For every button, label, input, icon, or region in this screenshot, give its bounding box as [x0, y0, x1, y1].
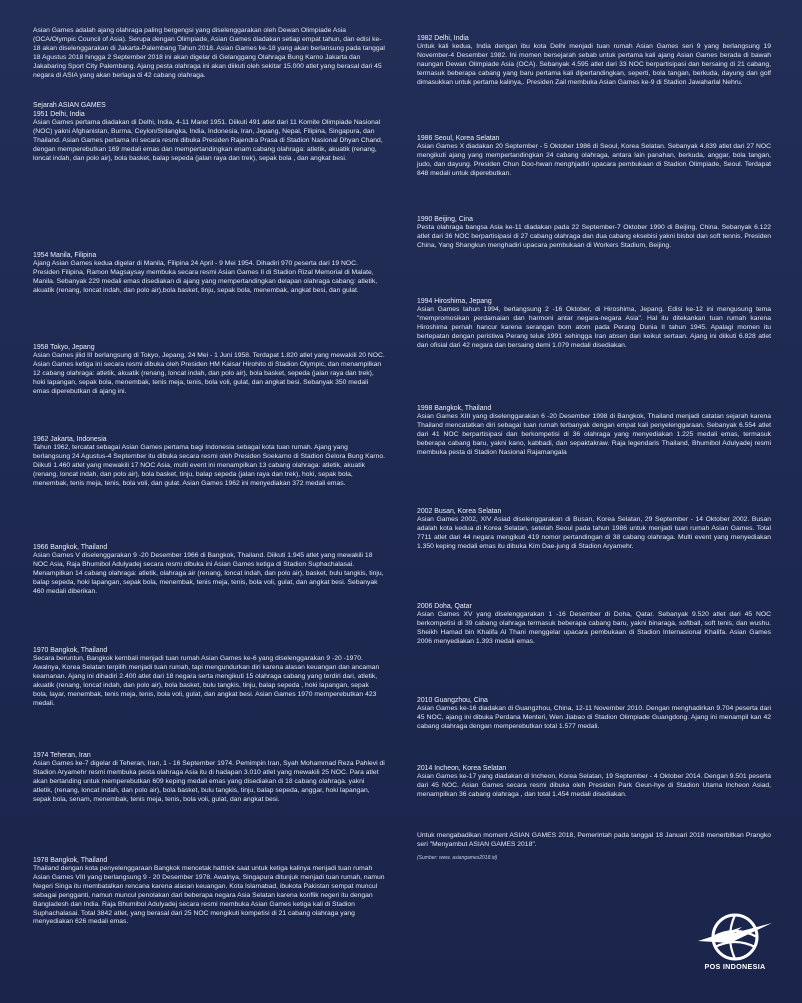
section-1962-title: 1962 Jakarta, Indonesia — [33, 436, 107, 443]
section-1966-text: Asian Games V diselenggarakan 9 -20 Desember 1966 di Bangkok, Thailand. Diikuti 1.945 atlet yang mewakili 18 NOC Asia, Raja Bhumibol Adulyadej secara resmi dibuka ini Asian Games ketiga di Stadion Suphachalasai. Menampilkan 14 cabang olahraga: atletik, olahraga air (renang, loncat indah, dan polo air), basket, bulu tangkis, tinju, balap sepeda, hoki lapangan, sepak bola, menembak, tenis meja, tenis, bola voli, gulat, dan angkat besi. Sebanyak 460 medali diberikan. — [33, 552, 384, 595]
section-1990 — [417, 215, 771, 251]
section-2002-text: Asian Games 2002, XIV Asiad diselenggarakan di Busan, Korea Selatan, 29 September - 14 Oktober 2002. Busan adalah kota kedua di Korea Selatan, setelah Seoul pada tahun 1986 untuk menjadi tuan rumah Asian Games. Total 7711 atlet dari 44 negara mengikuti 419 nomor pertandingan di 38 cabang olahraga. Multi event yang menyediakan 1.350 keping medali emas itu dibuka Kim Dae-jung di Stadion Aryamehr. — [417, 516, 771, 550]
section-2014-title: 2014 Incheon, Korea Selatan — [417, 765, 507, 772]
section-2014 — [417, 764, 771, 800]
source-note: (Sumber: www. asiangames2018.id) — [417, 854, 498, 861]
section-1974-title: 1974 Teheran, Iran — [33, 752, 91, 759]
section-1994 — [417, 297, 771, 351]
section-1958 — [33, 343, 385, 397]
section-1962 — [33, 435, 385, 489]
section-1951-text: Asian Games pertama diadakan di Delhi, India, 4-11 Maret 1951. Diikuti 491 atlet dari 11 Komite Olimpiade Nasional (NOC) yakni Afghanistan, Burma, Ceylon/Srilangka, India, Indonesia, Iran, Jepang, Nepal, Filipina, Singapura, dan Thailand. Asian Games pertama ini secara resmi dibuka Presiden Rajendra Prasa di Stadion Nasional Dhyan Chand, dengan memperebutkan 169 medali emas dan mempertandingkan enam cabang olahraga: atletik, akuatik (renang, loncat indah, dan polo air), bola basket, balap sepeda (jalan raya dan trek), sepak bola , dan angkat besi. — [33, 119, 383, 162]
section-1998-text: Asian Games XIII yang diselenggarakan 6 -20 Desember 1998 di Bangkok, Thailand menjadi catatan sejarah karena Thailand mencatatkan diri sebagai tuan rumah terbanyak dengan empat kali penyelenggaraan. Sebanyak 6.554 atlet dari 41 NOC berpartisipasi dan berkompetisi di 36 olahraga yang menyediakan 1.225 medali emas, termasuk beberapa cabang baru, yakni kano, kabbadi, dan sepaktakraw. Raja legendaris Thailand, Bhumibol Adulyadej resmi membuka pesta di Stadion Nasional Rajamangala — [417, 413, 771, 456]
section-1970-text: Secara beruntun, Bangkok kembali menjadi tuan rumah Asian Games ke-6 yang diselenggarakan 9 -20 -1970. Awalnya, Korea Selatan terpilih menjadi tuan rumah, tapi mengundurkan diri karena alasan keuangan dan ancaman keamanan. Ajang ini dihadiri 2.400 atlet dari 18 negara serta mengikuti 15 olahraga cabang yang terdiri dari, atletik, akuatik (renang, loncat indah, dan polo air), bola basket, bulu tangkis, tinju, balap sepeda , hoki lapangan, sepak bola, layar, menembak, tenis meja, tenis, bola voli, gulat, dan angkat besi. Asian Games 1970 memperebutkan 423 medali. — [33, 655, 380, 707]
section-1994-title: 1994 Hiroshima, Jepang — [417, 298, 492, 305]
section-1958-title: 1958 Tokyo, Jepang — [33, 344, 95, 351]
section-1990-text: Pesta olahraga bangsa Asia ke-11 diadakan pada 22 September-7 Oktober 1990 di Beijing, China. Sebanyak 6.122 atlet dari 36 NOC berpartisipasi di 27 cabang olahraga dan dua cabang eksebisi yakni bisbol dan soft tennis. Presiden China, Yang Shangkun menghadiri upacara pembukaan di Workers Stadium, Beijing. — [417, 224, 771, 249]
closing-text: Untuk mengabadikan moment ASIAN GAMES 2018, Pemerintah pada tanggal 18 Januari 2018 menerbitkan Prangko seri "Menyambut ASIAN GAMES 2018". — [417, 832, 771, 848]
history-title: Sejarah ASIAN GAMES — [33, 102, 106, 109]
section-2006 — [417, 602, 771, 647]
section-1978-text: Thailand dengan kota penyelenggaraan Bangkok mencetak hattrick saat untuk ketiga kalinya menjadi tuan rumah Asian Games VIII yang berlangsung 9 - 20 Desember 1978. Awalnya, Singapura ditunjuk menjadi tuan rumah, namun Negeri Singa itu membatalkan rencana karena alasan keuangan. Kota Islamabad, ibukota Pakistan sempat muncul sebagai pengganti, namun muncul penolakan dari beberapa negara Asia Selatan karena konflik negeri itu dengan Bangladesh dan India. Raja Bhumibol Adulyadej secara resmi membuka Asian Games ketiga kali di Stadion Suphachalasai. Total 3842 atlet, yang berasal dari 25 NOC mengikuti kompetisi di 21 cabang olahraga yang menyediakan 626 medali emas. — [33, 865, 385, 926]
section-1958-text: Asian Games jilid III berlangsung di Tokyo, Jepang, 24 Mei - 1 Juni 1958. Terdapat 1.820 atlet yang mewakili 20 NOC. Asian Games ketiga ini secara resmi dibuka oleh Presiden HM Kaisar Hirohito di Stadion Olympic, dan menampilkan 12 cabang olahraga: atletik, akuatik (renang, loncat indah, dan polo air), bola basket, sepeda (jalan raya dan trek), hoki lapangan, sepak bola, menembak, tenis meja, tenis, bola voli, gulat, dan angkat besi. Sebanyak 350 medali emas diperebutkan di ajang ini. — [33, 352, 385, 395]
section-1998 — [417, 404, 771, 458]
section-1986-text: Asian Games X diadakan 20 September - 5 Oktober 1986 di Seoul, Korea Selatan. Sebanyak 4.839 atlet dari 27 NOC mengikuti ajang yang mempertandingkan 24 cabang olahraga, antara lain panahan, berkuda, anggar, bola tangan, judo, dan dayung. Presiden Chun Doo-hwan menghjadiri upacara pembukaan di Stadion Olimpiade, Seoul. Terdapat 848 medali untuk diperebutkan. — [417, 143, 771, 177]
section-1951-title: 1951 Delhi, India — [33, 111, 85, 118]
section-1974 — [33, 751, 385, 805]
section-1954-title: 1954 Manila, Filipina — [33, 252, 97, 259]
section-1978 — [33, 856, 385, 927]
section-1951 — [33, 101, 385, 164]
section-2010-title: 2010 Guangzhou, Cina — [417, 697, 488, 704]
section-1966 — [33, 543, 385, 597]
section-1982-text: Untuk kali kedua, India dengan ibu kota Delhi menjadi tuan rumah Asian Games seri 9 yang berlangsung 19 November-4 Desember 1982. Ini momen bersejarah sebab untuk pertama kali ajang Asian Games berada di bawah naungan Dewan Olimpiade Asia (OCA). Sebanyak 4.595 atlet dari 33 NOC berpartisipasi dan bersaing di 21 cabang, termasuk beberapa cabang yang baru pertama kali dipertandingkan, seperti, bola tangan, berkuda, dayung dan golf dimasukkan untuk pertama kalinya,. Presiden Zail membuka Asian Games ke-9 di Stadion Jawaharlal Nehru. — [417, 43, 771, 86]
section-1966-title: 1966 Bangkok, Thailand — [33, 544, 108, 551]
section-1990-title: 1990 Beijing, Cina — [417, 216, 473, 223]
pos-indonesia-label: POS INDONESIA — [704, 962, 766, 971]
section-1978-title: 1978 Bangkok, Thailand — [33, 857, 108, 864]
closing-block — [417, 832, 771, 862]
section-2006-title: 2006 Doha, Qatar — [417, 603, 472, 610]
section-2010-text: Asian Games ke-16 diadakan di Guangzhou, China, 12-11 November 2010. Dengan menghadirkan 9.704 peserta dari 45 NOC, ajang ini dibuka Perdana Menteri, Wen Jiabao di Stadion Olimpiade Guangdong. Ajang ini menampil kan 42 cabang olahraga dengan memperebutkan total 1.577 medali. — [417, 705, 771, 730]
section-1986-title: 1986 Seoul, Korea Selatan — [417, 135, 500, 142]
section-1970-title: 1970 Bangkok, Thailand — [33, 647, 108, 654]
section-1982-title: 1982 Delhi, India — [417, 35, 469, 42]
section-1994-text: Asian Games tahun 1994, berlangsung 2 -16 Oktober, di Hiroshima, Jepang. Edisi ke-12 ini mengusung tema "mempromosikan perdamaian dan harmoni antar negara-negara Asia". Hal itu ditekankan tuan rumah karena Hiroshima pernah hancur karena serangan bom atom pada Perang Dunia II tahun 1945. Apalagi momen itu bertepatan dengan peristiwa Perang teluk 1991 sehingga Iran absen dari keikut sertaan. Ajang ini diikuti 6.828 atlet dan ofisial dari 42 negara dan bersaing demi 1.079 medali disediakan. — [417, 306, 771, 349]
section-2010 — [417, 696, 771, 732]
section-1954 — [33, 251, 385, 296]
section-1986 — [417, 134, 771, 179]
section-1998-title: 1998 Bangkok, Thailand — [417, 405, 492, 412]
section-1970 — [33, 646, 385, 708]
intro-text: Asian Games adalah ajang olahraga paling bergengsi yang diselenggarakan oleh Dewan Olimpiade Asia (OCA/Olympic Council of Asia). Serupa dengan Olimpiade, Asian Games diadakan setiap empat tahun, dan edisi ke-18 akan diselenggarakan di Jakarta-Palembang Tahun 2018. Asian Games ke-18 yang akan berlansung pada tanggal 18 Agustus 2018 hingga 2 September 2018 ini akan digelar di Gelanggang Olahraga Bung Karno Jakarta dan Jakabaring Sport City Palembang. Ajang pesta olahraga ini akan diikuti oleh sekitar 15.000 atlet yang berasal dari 45 negara di ASIA yang akan berlaga di 42 cabang olahraga. — [33, 27, 385, 79]
section-1954-text: Ajang Asian Games kedua digelar di Manila, Filipina 24 April - 9 Mei 1954. Dihadiri 970 peserta dari 19 NOC. Presiden Filipina, Ramon Magsaysay membuka secara resmi Asian Games II di Stadion Rizal Memorial di Malate, Manila. Sebanyak 229 medali emas disediakan di ajang yang mempertandingkan delapan olahraga cabang: atletik, akuatik (renang, loncat indah, dan polo air),bola basket, tinju, sepak bola, menembak, angkat besi, dan gulat. — [33, 260, 378, 294]
section-2014-text: Asian Games ke-17 yang diadakan di Incheon, Korea Selatan, 19 September - 4 Oktober 2014. Dengan 9.501 peserta dari 45 NOC. Asian Games secara resmi dibuka oleh Presiden Park Geun-hye di Stadion Utama Incheon Asiad, menampilkan 36 cabang olahraga , dan total 1.454 medali disediakan. — [417, 773, 771, 798]
intro-block — [33, 27, 385, 80]
section-1974-text: Asian Games ke-7 digelar di Teheran, Iran, 1 - 16 September 1974. Pemimpin Iran, Syah Mohammad Reza Pahlevi di Stadion Aryamehr resmi membuka pesta olahraga Asia itu di hadapan 3.010 atlet yang mewakili 25 NOC. Para atlet akan bertanding untuk memperebutkan 609 keping medali emas yang disediakan di 18 cabang olahraga. yakni atletik, (renang, loncat indah, dan polo air), bola basket, bulu tangkis, tinju, balap sepeda, anggar, hoki lapangan, sepak bola, senam, menembak, tenis meja, tenis, bola voli, gulat, dan angkat besi. — [33, 760, 385, 803]
section-2002-title: 2002 Busan, Korea Selatan — [417, 508, 502, 515]
section-1982 — [417, 34, 771, 88]
section-2006-text: Asian Games XV yang diselenggarakan 1 -16 Desember di Doha, Qatar. Sebanyak 9.520 atlet dari 45 NOC berkompetisi di 39 cabang olahraga termasuk beberapa cabang baru, yakni binaraga, softball, soft tenis, dan wushu. Sheikh Hamad bin Khalifa Al Thani menggelar upacara pembukaan di Stadion Internasional Khalifa. Asian Games 2006 menyediakan 1.393 medali emas. — [417, 611, 771, 645]
section-1962-text: Tahun 1962, tercatat sebagai Asian Games pertama bagi Indonesia sebagai kota tuan rumah. Ajang yang berlangsung 24 Agustus-4 September itu dibuka secara resmi oleh Presiden Soekarno di Stadion Gelora Bung Karno. Diikuti 1.460 atlet yang mewakili 17 NOC Asia, multi event ini menampilkan 13 cabang olahraga: atletik, akuatik (renang, loncat indah, dan polo air), bola basket, tinju, balap sepeda (jalan raya dan trek), hoki, sepak bola, menembak, tenis meja, tenis, bola voli, dan gulat. Asian Games 1962 ini menyediakan 372 medali emas. — [33, 444, 385, 487]
section-2002 — [417, 507, 771, 552]
